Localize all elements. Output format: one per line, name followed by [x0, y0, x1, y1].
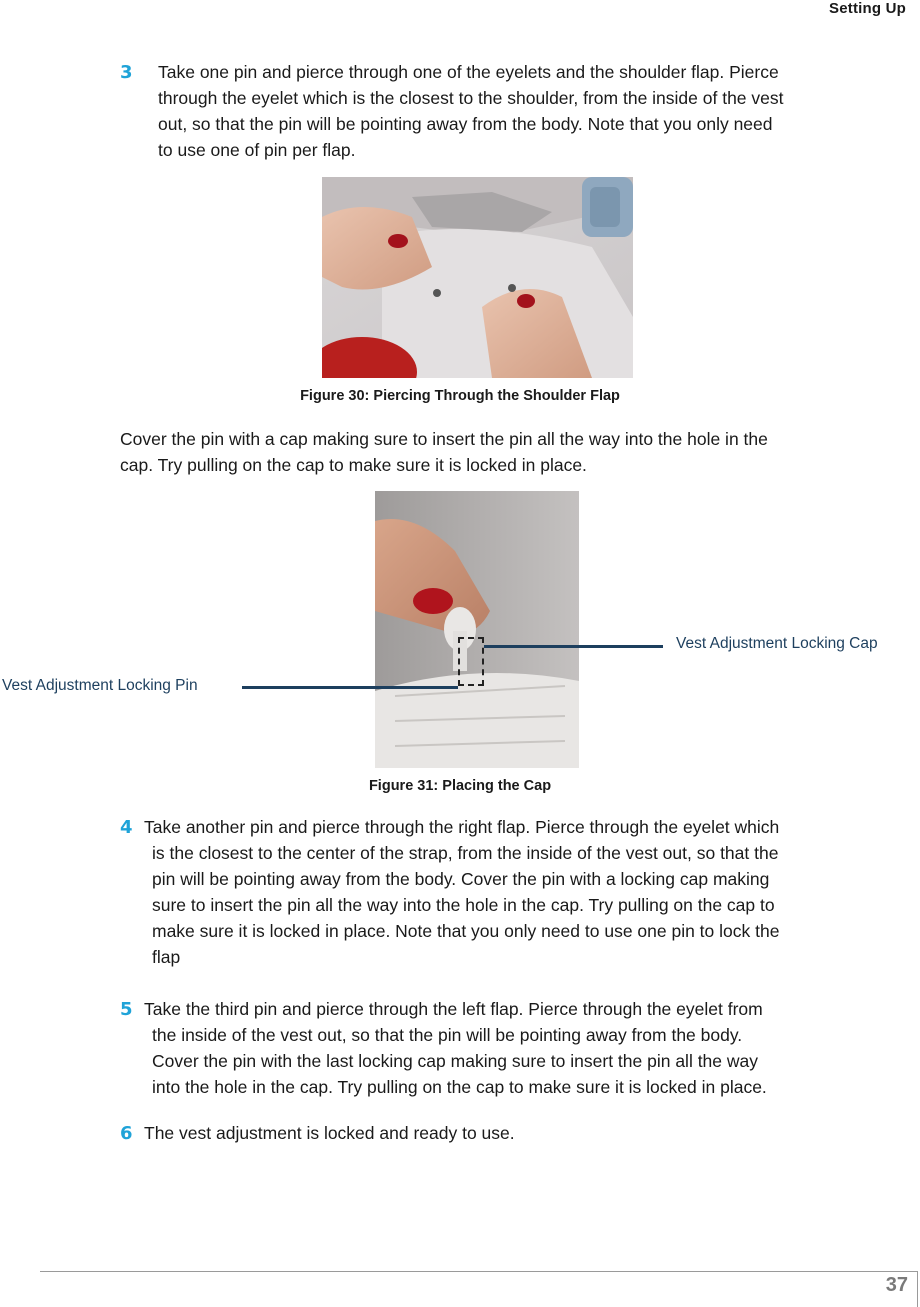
step-6-text: The vest adjustment is locked and ready to use. — [144, 1123, 515, 1143]
footer-divider-tick — [917, 1271, 918, 1307]
step-number: 6 — [120, 1123, 133, 1144]
figure-31-caption: Figure 31: Placing the Cap — [368, 778, 552, 794]
step-4-text — [152, 840, 779, 970]
footer-divider — [40, 1271, 918, 1272]
step-4-first-line: Take another pin and pierce through the right flap. Pierce through the eyelet which — [144, 817, 780, 837]
figure-30-caption: Figure 30: Piercing Through the Shoulder Flap — [300, 388, 620, 404]
paragraph-line: cap. Try pulling on the cap to make sure it is locked in place. — [120, 455, 587, 475]
cap-callout-label: Vest Adjustment Locking Cap — [676, 635, 878, 652]
section-header: Setting Up — [829, 0, 906, 17]
cover-paragraph — [120, 426, 768, 478]
step-4 — [120, 814, 133, 841]
figure-30-photo — [322, 177, 633, 378]
figure-31-photo — [375, 491, 579, 768]
step-number: 5 — [120, 999, 133, 1020]
paragraph-line: Cover the pin with a cap making sure to insert the pin all the way into the hole in the — [120, 429, 768, 449]
cap-callout-line — [484, 645, 663, 648]
step-5-first-line: Take the third pin and pierce through the left flap. Pierce through the eyelet from — [144, 999, 763, 1019]
step-line: pin will be pointing away from the body. Cover the pin with a locking cap making — [152, 869, 770, 889]
step-3-text — [158, 59, 784, 163]
step-line: Cover the pin with the last locking cap making sure to insert the pin all the way — [152, 1051, 759, 1071]
step-line: flap — [152, 947, 181, 967]
step-5 — [120, 996, 133, 1023]
step-number: 3 — [120, 62, 133, 83]
page-number: 37 — [885, 1274, 908, 1296]
step-line: make sure it is locked in place. Note that you only need to use one pin to lock the — [152, 921, 780, 941]
step-line: the inside of the vest out, so that the pin will be pointing away from the body. — [152, 1025, 743, 1045]
step-line: to use one of pin per flap. — [158, 140, 356, 160]
step-line: sure to insert the pin all the way into the hole in the cap. Try pulling on the cap to — [152, 895, 775, 915]
step-line: through the eyelet which is the closest to the shoulder, from the inside of the vest — [158, 88, 784, 108]
step-line: Take one pin and pierce through one of the eyelets and the shoulder flap. Pierce — [158, 62, 779, 82]
pin-highlight-box — [458, 637, 484, 686]
step-line: out, so that the pin will be pointing away from the body. Note that you only need — [158, 114, 773, 134]
step-5-text — [152, 1022, 767, 1100]
pin-callout-line — [242, 686, 458, 689]
pin-callout-label: Vest Adjustment Locking Pin — [2, 677, 198, 694]
step-number: 4 — [120, 817, 133, 838]
step-line: into the hole in the cap. Try pulling on the cap to make sure it is locked in place. — [152, 1077, 767, 1097]
step-line: is the closest to the center of the strap, from the inside of the vest out, so that the — [152, 843, 779, 863]
step-3 — [120, 59, 133, 86]
step-6 — [120, 1120, 133, 1147]
